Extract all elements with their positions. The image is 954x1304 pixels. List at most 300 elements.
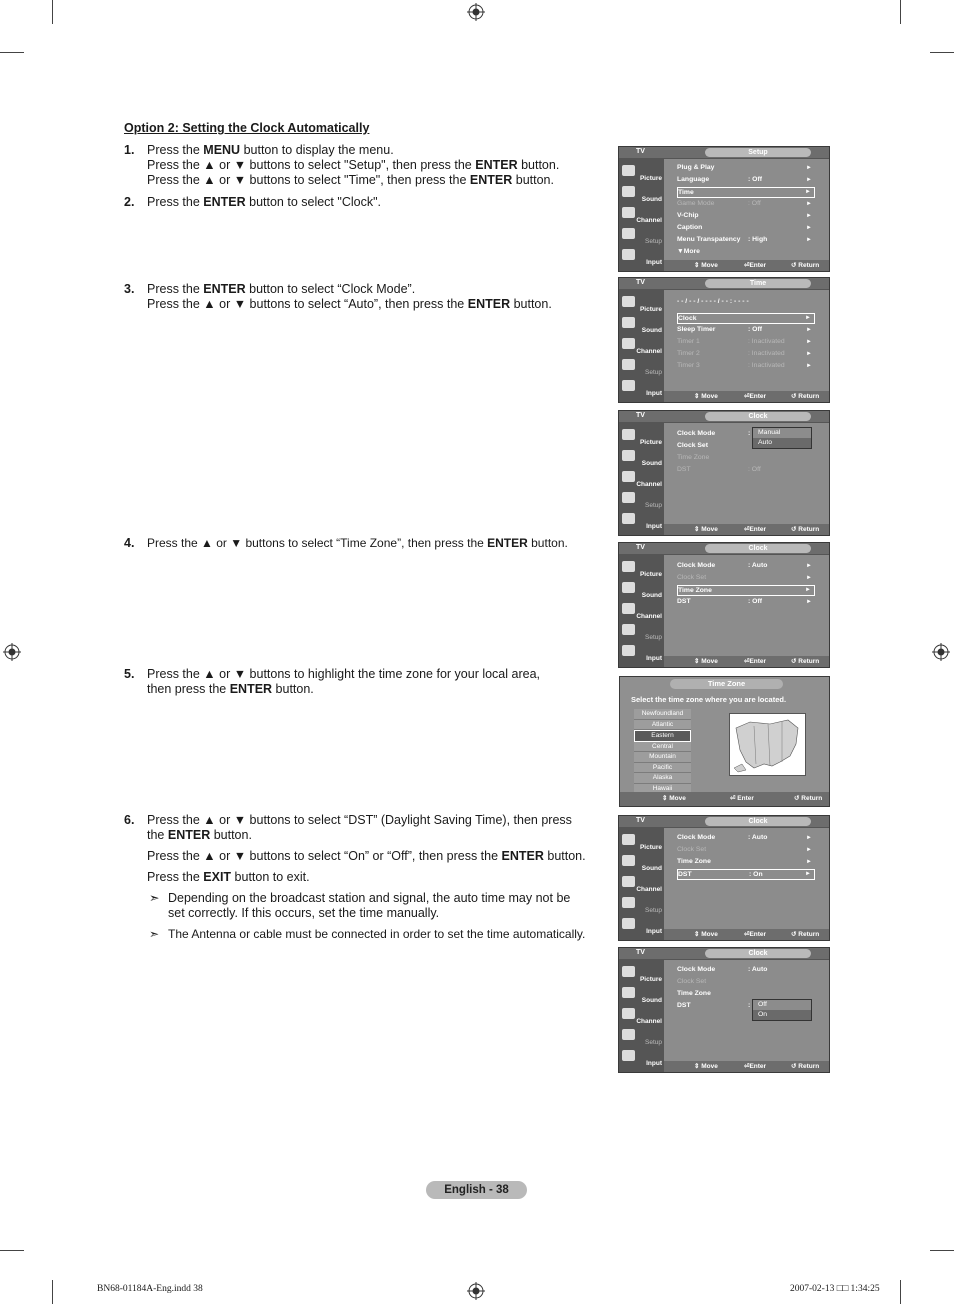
sidebar-label: Sound [641, 196, 662, 203]
sidebar-item-setup[interactable] [619, 1027, 664, 1048]
step-text-line [147, 536, 587, 551]
arrow-right-icon: ► [806, 859, 812, 865]
setup-icon [622, 897, 635, 908]
sidebar-item-sound[interactable] [619, 315, 664, 336]
arrow-right-icon: ► [806, 339, 812, 345]
menu-item-value: : Off [748, 200, 761, 207]
osd-title: Clock [705, 412, 811, 421]
tv-osd-menu [618, 542, 830, 668]
sidebar-label: Setup [645, 634, 662, 641]
tv-label: TV [636, 544, 645, 551]
sidebar-item-channel[interactable] [619, 601, 664, 622]
note [147, 927, 587, 942]
registration-mark-icon [932, 643, 950, 661]
move-hint: ⇕ Move [694, 526, 718, 533]
menu-item-clock-set[interactable] [677, 845, 815, 855]
tv-label: TV [636, 148, 645, 155]
registration-mark-icon [467, 1282, 485, 1300]
step-number: 6. [124, 813, 135, 827]
move-hint: ⇕ Move [694, 931, 718, 938]
sidebar-item-sound[interactable] [619, 448, 664, 469]
button-name: ENTER [487, 536, 528, 550]
move-hint: ⇕ Move [694, 658, 718, 665]
menu-item-label: Clock Mode [677, 562, 716, 569]
move-hint: ⇕ Move [694, 262, 718, 269]
registration-mark-icon [467, 3, 485, 21]
return-hint: ↺ Return [791, 262, 820, 269]
step-text: Press the ▲ or ▼ buttons to select “DST” (Daylight Saving Time), then press [147, 813, 572, 827]
channel-icon [622, 603, 635, 614]
setup-icon [622, 228, 635, 239]
sidebar-item-input[interactable] [619, 1048, 664, 1069]
menu-item-value: : Auto [748, 834, 768, 841]
time-zone-option[interactable]: Eastern [634, 730, 691, 742]
arrow-right-icon: ► [806, 563, 812, 569]
osd-sidebar [619, 828, 664, 940]
osd-title: Clock [705, 949, 811, 958]
time-zone-option[interactable]: Alaska [634, 773, 691, 784]
osd-header [619, 543, 829, 555]
osd-header [619, 816, 829, 828]
menu-item-menu-transpatency[interactable] [677, 235, 815, 245]
osd-title: Setup [705, 148, 811, 157]
return-hint: ↺ Return [791, 658, 820, 665]
arrow-right-icon: ► [806, 213, 812, 219]
sidebar-item-setup[interactable] [619, 895, 664, 916]
menu-item-value: : Auto [748, 966, 768, 973]
menu-item-game-mode[interactable] [677, 199, 815, 209]
button-name: ENTER [167, 828, 211, 842]
dropdown-option[interactable]: Auto [753, 438, 811, 448]
picture-icon [622, 296, 635, 307]
sidebar-item-setup[interactable] [619, 622, 664, 643]
arrow-right-icon: ► [806, 201, 812, 207]
dropdown-option[interactable]: On [753, 1010, 811, 1020]
time-zone-panel [619, 676, 830, 807]
menu-item-label: ▼More [677, 248, 700, 255]
setup-icon [622, 624, 635, 635]
menu-item-value: : Inactivated [748, 362, 785, 369]
button-name: EXIT [203, 870, 232, 884]
arrow-right-icon: ► [806, 835, 812, 841]
step-number: 4. [124, 536, 135, 550]
menu-item-dst[interactable] [677, 869, 815, 880]
menu-item-label: DST [677, 466, 691, 473]
sidebar-item-sound[interactable] [619, 853, 664, 874]
input-icon [622, 1050, 635, 1061]
sidebar-item-channel[interactable] [619, 205, 664, 226]
input-icon [622, 645, 635, 656]
step-number: 3. [124, 282, 135, 296]
return-hint: ↺ Return [794, 795, 823, 802]
note [147, 891, 587, 921]
menu-item-timer-3[interactable] [677, 361, 815, 371]
footer-timestamp: 2007-02-13 □□ 1:34:25 [790, 1284, 880, 1294]
time-zone-option[interactable]: Mountain [634, 752, 691, 763]
sound-icon [622, 582, 635, 593]
time-zone-option[interactable]: Central [634, 742, 691, 753]
sidebar-label: Input [646, 259, 662, 266]
sidebar-label: Channel [636, 348, 662, 355]
step-number: 5. [124, 667, 135, 681]
sidebar-item-input[interactable] [619, 247, 664, 268]
osd-footer [664, 391, 830, 402]
sidebar-label: Setup [645, 907, 662, 914]
menu-item-label: Time Zone [677, 454, 710, 461]
step-text: button. [517, 158, 560, 172]
crop-mark [900, 0, 901, 24]
arrow-right-icon: ► [806, 351, 812, 357]
menu-item-plug-play[interactable] [677, 163, 815, 173]
tv-osd-menu [618, 277, 830, 403]
input-icon [622, 249, 635, 260]
dropdown-list[interactable] [752, 427, 812, 449]
arrow-right-icon: ► [806, 575, 812, 581]
sound-icon [622, 317, 635, 328]
sidebar-item-setup[interactable] [619, 226, 664, 247]
dropdown-list[interactable] [752, 999, 812, 1021]
menu-item-value: : High [748, 236, 768, 243]
step-text: button. [272, 682, 314, 696]
sidebar-item-picture[interactable] [619, 427, 664, 448]
crop-mark [930, 52, 954, 53]
arrow-right-icon: ► [806, 599, 812, 605]
crop-mark [52, 0, 53, 24]
step-text: button to select “Clock Mode”. [245, 282, 416, 296]
arrow-right-icon: ► [805, 587, 811, 593]
osd-footer [664, 929, 830, 940]
osd-sidebar [619, 960, 664, 1072]
time-zone-option[interactable]: Atlantic [634, 720, 691, 731]
setup-icon [622, 1029, 635, 1040]
osd-header [619, 278, 829, 290]
osd-sidebar [619, 159, 664, 271]
menu-item-label: Time [678, 189, 694, 196]
menu-item-label: Timer 2 [677, 350, 700, 357]
menu-item-value: : Off [748, 598, 762, 605]
sidebar-label: Channel [636, 481, 662, 488]
menu-item-label: DST [677, 1002, 691, 1009]
step-text-line [147, 143, 587, 158]
menu-item-value: : Off [748, 326, 762, 333]
menu-item-language[interactable] [677, 175, 815, 185]
menu-item-value: : [748, 1002, 751, 1009]
menu-item-clock-mode[interactable] [677, 833, 815, 843]
tv-osd-menu [618, 815, 830, 941]
sidebar-item-picture[interactable] [619, 832, 664, 853]
menu-item-time[interactable] [677, 187, 815, 198]
menu-item-clock-mode[interactable] [677, 965, 815, 975]
step-text: Press the [147, 195, 204, 209]
sidebar-label: Sound [641, 592, 662, 599]
sidebar-label: Setup [645, 238, 662, 245]
tv-label: TV [636, 949, 645, 956]
menu-item-label: Time Zone [677, 858, 711, 865]
menu-item-label: Clock Mode [677, 430, 716, 437]
sidebar-label: Setup [645, 502, 662, 509]
button-name: ENTER [203, 195, 246, 209]
sidebar-item-sound[interactable] [619, 184, 664, 205]
menu-item-label: V-Chip [677, 212, 699, 219]
sidebar-label: Picture [639, 571, 662, 578]
osd-header [619, 948, 829, 960]
sidebar-label: Picture [639, 976, 662, 983]
menu-item-timer-1[interactable] [677, 337, 815, 347]
picture-icon [622, 966, 635, 977]
sidebar-item-channel[interactable] [619, 874, 664, 895]
menu-item-label: Language [677, 176, 710, 183]
menu-item-value: : Off [748, 176, 762, 183]
input-icon [622, 513, 635, 524]
enter-hint: ⏎Enter [744, 526, 767, 533]
sidebar-item-picture[interactable] [619, 559, 664, 580]
menu-item-label: Time Zone [677, 990, 711, 997]
menu-item-dst[interactable] [677, 597, 815, 607]
sidebar-label: Channel [636, 886, 662, 893]
sidebar-label: Picture [639, 844, 662, 851]
sidebar-item-input[interactable] [619, 916, 664, 937]
step-text-line [147, 828, 587, 843]
return-hint: ↺ Return [791, 393, 820, 400]
return-hint: ↺ Return [791, 526, 820, 533]
channel-icon [622, 1008, 635, 1019]
menu-item-label: Plug & Play [677, 164, 715, 171]
button-name: ENTER [203, 282, 246, 296]
crop-mark [0, 1250, 24, 1251]
step-number: 2. [124, 195, 135, 209]
step-text: button. [543, 849, 586, 863]
sidebar-label: Picture [639, 439, 662, 446]
tv-osd-menu [618, 947, 830, 1073]
sidebar-item-sound[interactable] [619, 580, 664, 601]
sidebar-item-channel[interactable] [619, 469, 664, 490]
menu-item-clock-mode[interactable] [677, 561, 815, 571]
sidebar-label: Picture [639, 175, 662, 182]
step-text: button. [210, 828, 252, 842]
tv-label: TV [636, 412, 645, 419]
sound-icon [622, 186, 635, 197]
page-number-badge: English - 38 [426, 1181, 527, 1199]
menu-item-time-zone[interactable] [677, 453, 815, 463]
sidebar-label: Sound [641, 460, 662, 467]
sidebar-item-picture[interactable] [619, 294, 664, 315]
menu-item-value: : Auto [748, 562, 768, 569]
menu-item-timer-2[interactable] [677, 349, 815, 359]
dropdown-option[interactable]: Off [758, 1001, 767, 1008]
footer-file-info: BN68-01184A-Eng.indd 38 [97, 1284, 203, 1294]
enter-hint: ⏎Enter [744, 931, 767, 938]
step-text: Press the ▲ or ▼ buttons to select "Setup", then press the [147, 158, 476, 172]
step-text: button to select "Clock". [245, 195, 381, 209]
step-text: Press the [147, 870, 204, 884]
button-name: ENTER [469, 173, 513, 187]
arrow-right-icon: ► [806, 237, 812, 243]
menu-item-dst[interactable] [677, 465, 815, 475]
step-text-line [147, 682, 587, 697]
enter-hint: ⏎Enter [744, 658, 767, 665]
arrow-right-icon: ► [806, 165, 812, 171]
menu-item-label: Clock Mode [677, 966, 716, 973]
osd-footer [664, 1061, 830, 1072]
sidebar-item-channel[interactable] [619, 1006, 664, 1027]
clock-text: - - / - - / - - - - / - - : - - - - [677, 298, 749, 305]
arrow-right-icon: ► [805, 189, 811, 195]
menu-item-value: : On [749, 871, 763, 878]
sidebar-label: Input [646, 655, 662, 662]
osd-sidebar [619, 423, 664, 535]
tv-osd-menu [618, 410, 830, 536]
sidebar-label: Channel [636, 1018, 662, 1025]
note-arrow-icon: ➣ [149, 891, 160, 905]
note-text: The Antenna or cable must be connected in order to set the time automatically. [168, 927, 586, 941]
menu-item-clock-set[interactable] [677, 573, 815, 583]
section-title: Option 2: Setting the Clock Automatically [124, 121, 370, 135]
step-text: Press the [147, 282, 204, 296]
move-hint: ⇕ Move [694, 393, 718, 400]
menu-item-more[interactable] [677, 247, 815, 257]
input-icon [622, 380, 635, 391]
sidebar-label: Sound [641, 865, 662, 872]
step-text: button. [510, 297, 552, 311]
menu-item-time-zone[interactable] [677, 989, 815, 999]
channel-icon [622, 207, 635, 218]
input-icon [622, 918, 635, 929]
dropdown-option[interactable]: Manual [758, 429, 781, 436]
osd-sidebar [619, 555, 664, 667]
button-name: ENTER [229, 682, 273, 696]
step-text: Press the ▲ or ▼ buttons to select "Time", then press the [147, 173, 470, 187]
sound-icon [622, 855, 635, 866]
setup-icon [622, 492, 635, 503]
menu-item-sleep-timer[interactable] [677, 325, 815, 335]
menu-item-label: Clock Mode [677, 834, 716, 841]
step-text-line [147, 195, 587, 210]
crop-mark [52, 1280, 53, 1304]
enter-hint: ⏎Enter [744, 1063, 767, 1070]
osd-sidebar [619, 290, 664, 402]
sidebar-label: Input [646, 523, 662, 530]
sidebar-label: Picture [639, 306, 662, 313]
osd-header [619, 411, 829, 423]
time-zone-title: Time Zone [670, 679, 783, 689]
time-zone-option[interactable]: Hawaii [634, 784, 691, 795]
menu-item-clock-set[interactable] [677, 977, 815, 987]
menu-item-label: Clock Set [677, 574, 707, 581]
time-zone-footer [620, 792, 829, 806]
registration-mark-icon [3, 643, 21, 661]
menu-item-label: Caption [677, 224, 703, 231]
menu-item-label: Clock Set [677, 978, 707, 985]
move-hint: ⇕ Move [662, 795, 686, 802]
picture-icon [622, 165, 635, 176]
osd-title: Time [705, 279, 811, 288]
sidebar-label: Setup [645, 1039, 662, 1046]
sidebar-item-picture[interactable] [619, 163, 664, 184]
step-text-line [147, 667, 587, 682]
step-text: button. [512, 173, 554, 187]
sidebar-label: Channel [636, 217, 662, 224]
menu-item-label: DST [677, 598, 691, 605]
menu-item-value: : [748, 430, 751, 437]
menu-item-label: Clock [678, 315, 697, 322]
menu-item-clock[interactable] [677, 313, 815, 324]
osd-title: Clock [705, 544, 811, 553]
sidebar-item-setup[interactable] [619, 490, 664, 511]
sidebar-item-channel[interactable] [619, 336, 664, 357]
sidebar-item-sound[interactable] [619, 985, 664, 1006]
step-number: 1. [124, 143, 135, 157]
time-zone-option[interactable]: Pacific [634, 763, 691, 774]
sidebar-label: Input [646, 1060, 662, 1067]
step-text-line [147, 813, 587, 828]
step-text-line [147, 297, 587, 312]
note-arrow-icon: ➣ [149, 927, 160, 941]
sidebar-label: Channel [636, 613, 662, 620]
osd-footer [664, 656, 830, 667]
sidebar-label: Sound [641, 997, 662, 1004]
step-text-line [147, 849, 587, 864]
menu-item-value: : Off [748, 466, 761, 473]
sound-icon [622, 450, 635, 461]
sidebar-label: Input [646, 390, 662, 397]
menu-item-label: Sleep Timer [677, 326, 716, 333]
menu-item-label: Menu Transpatency [677, 236, 741, 243]
menu-item-caption[interactable] [677, 223, 815, 233]
menu-item-label: Game Mode [677, 200, 715, 207]
channel-icon [622, 471, 635, 482]
button-name: ENTER [467, 297, 511, 311]
tv-label: TV [636, 817, 645, 824]
step-text: button to exit. [231, 870, 310, 884]
time-zone-instruction: Select the time zone where you are located. [631, 695, 787, 704]
sidebar-item-input[interactable] [619, 378, 664, 399]
channel-icon [622, 338, 635, 349]
tv-label: TV [636, 279, 645, 286]
step-text: button to display the menu. [240, 143, 394, 157]
enter-hint: ⏎ Enter [730, 795, 754, 802]
arrow-right-icon: ► [805, 871, 811, 877]
menu-item-time-zone[interactable] [677, 585, 815, 596]
sidebar-item-picture[interactable] [619, 964, 664, 985]
picture-icon [622, 429, 635, 440]
arrow-right-icon: ► [806, 327, 812, 333]
sidebar-item-setup[interactable] [619, 357, 664, 378]
osd-header [619, 147, 829, 159]
sidebar-label: Input [646, 928, 662, 935]
sidebar-label: Sound [641, 327, 662, 334]
menu-item-value: : Inactivated [748, 338, 785, 345]
menu-item-label: DST [678, 871, 692, 878]
enter-hint: ⏎Enter [744, 393, 767, 400]
menu-item-time-zone[interactable] [677, 857, 815, 867]
step-text-line [147, 173, 587, 188]
button-name: ENTER [475, 158, 518, 172]
enter-hint: ⏎Enter [744, 262, 767, 269]
return-hint: ↺ Return [791, 931, 820, 938]
note-text: Depending on the broadcast station and signal, the auto time may not be set correctly. If this occurs, set the time manually. [168, 891, 571, 920]
sidebar-item-input[interactable] [619, 643, 664, 664]
sidebar-item-input[interactable] [619, 511, 664, 532]
step-text-line [147, 158, 587, 173]
crop-mark [930, 1250, 954, 1251]
step-text: Press the [147, 143, 204, 157]
menu-item-v-chip[interactable] [677, 211, 815, 221]
time-zone-option[interactable]: Newfoundland [634, 709, 691, 720]
step-text-line [147, 282, 587, 297]
osd-title: Clock [705, 817, 811, 826]
sidebar-label: Setup [645, 369, 662, 376]
clock-display [677, 297, 815, 307]
